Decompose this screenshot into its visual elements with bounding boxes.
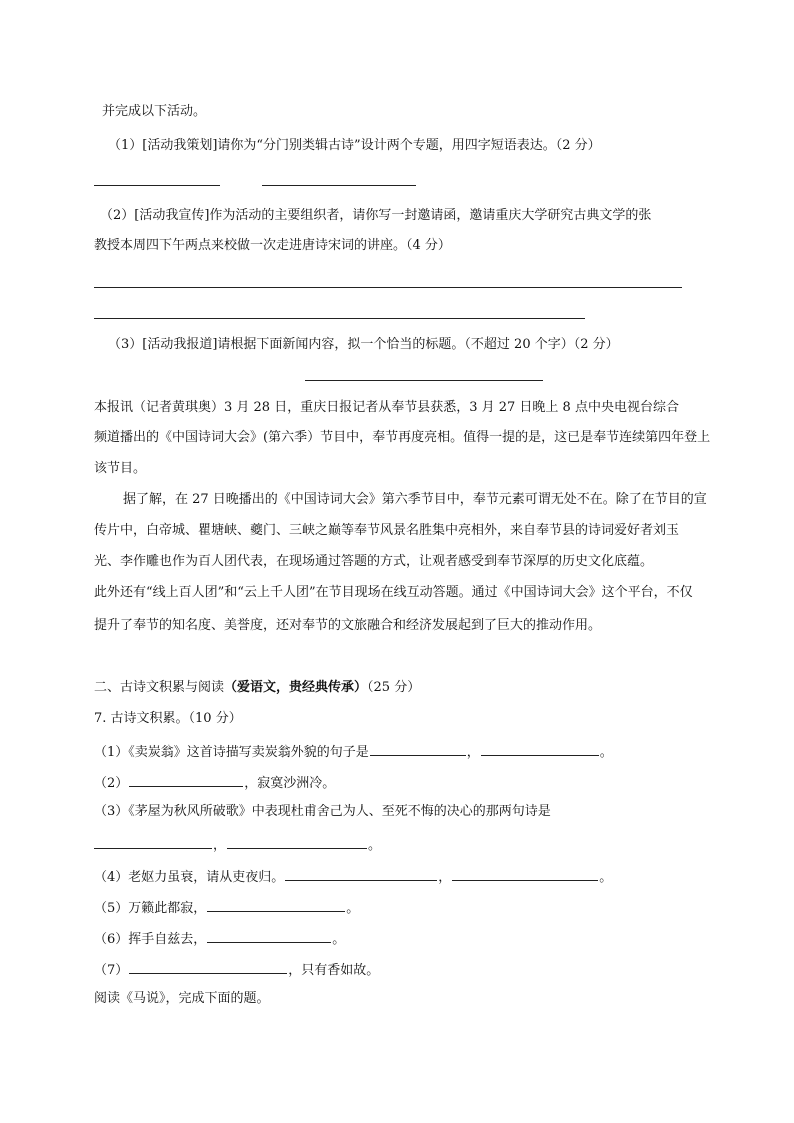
activity-q2-line1: （2）[活动我宣传]作为活动的主要组织者，请你写一封邀请函，邀请重庆大学研究古典文学的张 [100,208,652,223]
item-1-comma: ， [466,745,480,760]
news-p2-line2: 传片中，白帝城、瞿塘峡、夔门、三峡之巅等奉节风景名胜集中亮相外，来自奉节县的诗词爱好者刘玉 [94,523,680,538]
section2-heading-suffix: （25 分） [367,680,421,695]
answer-line-q2-a[interactable] [94,287,682,288]
item-3-line2 [94,834,381,855]
reading-instruction: 阅读《马说》，完成下面的题。 [94,991,270,1006]
item-7 [94,959,379,980]
item-3-line1: （3）《茅屋为秋风所破歌》中表现杜甫舍己为人、至死不悔的决心的那两句诗是 [94,804,551,819]
news-p1-line3: 该节目。 [94,461,147,476]
item-4-end: 。 [599,870,613,885]
answer-line-q1-a[interactable] [94,185,220,186]
item-2-blank[interactable] [129,772,243,787]
news-p2-line4: 此外还有“线上百人团”和“云上千人团”在节目现场在线互动答题。通过《中国诗词大会》这个平台，不仅 [94,585,693,600]
activity-q2-line2: 教授本周四下午两点来校做一次走进唐诗宋词的讲座。（4 分） [94,238,451,253]
item-4-blank-b[interactable] [452,866,598,881]
item-3-blank-b[interactable] [227,834,367,849]
section2-heading [94,679,420,697]
item-2 [94,772,335,793]
section2-heading-bold: （爱语文，贵经典传承） [224,680,368,695]
answer-line-q2-b[interactable] [94,318,585,319]
answer-line-q1-b[interactable] [262,185,416,186]
news-p2-line5: 提升了奉节的知名度、美誉度，还对奉节的文旅融合和经济发展起到了巨大的推动作用。 [94,618,602,633]
news-p2-line1: 据了解，在 27 日晚播出的《中国诗词大会》第六季节目中，奉节元素可谓无处不在。除了在节目的宣 [123,492,707,507]
intro-line: 并完成以下活动。 [102,104,207,119]
item-5-blank[interactable] [207,897,345,912]
item-7-label: （7） [94,963,129,978]
item-4-text: （4）老妪力虽衰，请从吏夜归。 [94,870,285,885]
answer-line-q3[interactable] [305,380,543,381]
item-6-blank[interactable] [207,928,331,943]
item-5-text: （5）万籁此都寂， [94,901,207,916]
item-7-blank[interactable] [129,959,287,974]
activity-q1: （1）[活动我策划]请你为“分门别类辑古诗”设计两个专题，用四字短语表达。（2 分） [108,138,601,153]
news-p1-line2: 频道播出的《中国诗词大会》(第六季）节目中，奉节再度亮相。值得一提的是，这已是奉节连续第四年登上 [94,430,711,445]
item-3-comma: ， [213,838,227,853]
item-1-end: 。 [599,745,613,760]
news-p1-line1: 本报讯（记者黄琪奥）3 月 28 日，重庆日报记者从奉节县获悉，3 月 27 日晚上 8 点中央电视台综合 [94,400,679,415]
item-6-end: 。 [332,932,346,947]
item-5 [94,897,359,918]
item-3-blank-a[interactable] [94,834,212,849]
section2-heading-prefix: 二、古诗文积累与阅读 [94,680,225,695]
item-4-blank-a[interactable] [285,866,437,881]
item-6-text: （6）挥手自兹去， [94,932,207,947]
item-2-text: ，寂寞沙洲冷。 [244,776,336,791]
item-2-label: （2） [94,776,129,791]
item-6 [94,928,345,949]
item-5-end: 。 [346,901,360,916]
item-1 [94,741,613,762]
item-1-blank-b[interactable] [481,741,599,756]
item-4 [94,866,612,887]
item-3-end: 。 [368,838,382,853]
activity-q3: （3）[活动我报道]请根据下面新闻内容，拟一个恰当的标题。（不超过 20 个字）（2 分） [108,337,619,352]
news-p2-line3: 光、李作雕也作为百人团代表，在现场通过答题的方式，让观者感受到奉节深厚的历史文化底蕴。 [94,554,654,569]
item-4-comma: ， [438,870,452,885]
item-1-text: （1）《卖炭翁》这首诗描写卖炭翁外貌的句子是 [94,745,369,760]
item-7-text: ，只有香如故。 [288,963,380,978]
question-7-title: 7. 古诗文积累。（10 分） [94,711,242,726]
item-1-blank-a[interactable] [370,741,466,756]
